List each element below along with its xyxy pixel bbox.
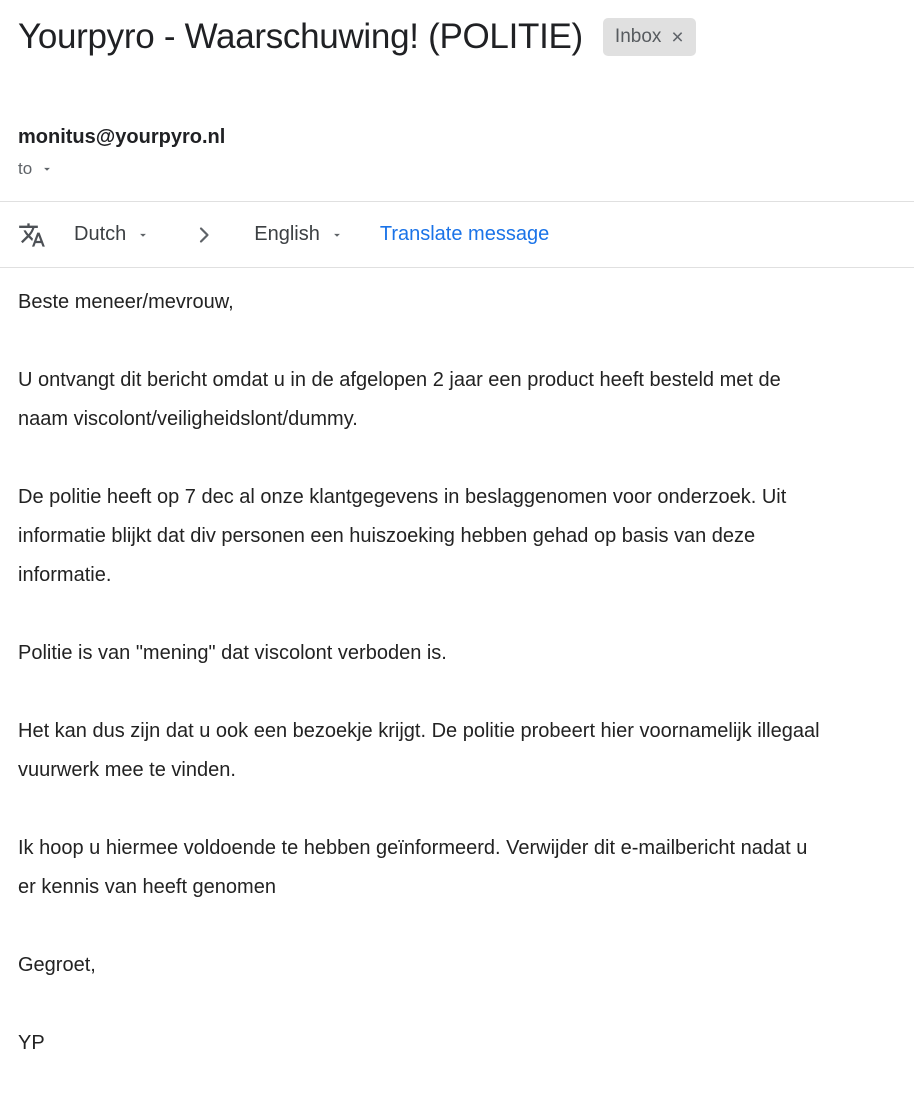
body-paragraph: Ik hoop u hiermee voldoende te hebben geïnformeerd. Verwijder dit e-mailbericht nadat u er kennis van heeft genomen [18, 837, 808, 898]
sender-block [0, 125, 914, 180]
target-language-dropdown[interactable] [254, 223, 344, 246]
translate-message-link[interactable]: Translate message [379, 223, 550, 245]
subject-row [0, 0, 914, 59]
inbox-label-text: Inbox [614, 26, 662, 47]
translate-icon [18, 221, 46, 249]
email-body [0, 268, 848, 1063]
source-language-dropdown[interactable] [74, 223, 150, 246]
arrow-drop-down-icon [136, 228, 150, 242]
target-language-label: English [254, 223, 320, 245]
body-paragraph: De politie heeft op 7 dec al onze klantgegevens in beslaggenomen voor onderzoek. Uit informatie blijkt dat div personen een huiszoeking hebben gehad op basis van deze informatie. [18, 486, 787, 586]
close-icon[interactable]: × [671, 25, 684, 49]
recipient-dropdown[interactable] [18, 158, 54, 180]
body-paragraph: Beste meneer/mevrouw, [18, 291, 234, 313]
body-paragraph: YP [18, 1032, 45, 1054]
arrow-drop-down-icon [330, 228, 344, 242]
body-paragraph: Gegroet, [18, 954, 96, 976]
arrow-drop-down-icon [40, 162, 54, 176]
recipient-label: to [18, 159, 33, 178]
chevron-right-icon [192, 223, 216, 247]
translate-bar [0, 201, 914, 268]
sender-email[interactable]: monitus@yourpyro.nl [18, 126, 226, 148]
source-language-label: Dutch [74, 223, 127, 245]
body-paragraph: U ontvangt dit bericht omdat u in de afgelopen 2 jaar een product heeft besteld met de naam viscolont/veiligheidslont/dummy. [18, 369, 781, 430]
email-subject: Yourpyro - Waarschuwing! (POLITIE) [18, 17, 583, 56]
body-paragraph: Politie is van "mening" dat viscolont verboden is. [18, 642, 447, 664]
inbox-label-chip[interactable] [603, 18, 696, 56]
body-paragraph: Het kan dus zijn dat u ook een bezoekje krijgt. De politie probeert hier voornamelijk illegaal vuurwerk mee te vinden. [18, 720, 820, 781]
